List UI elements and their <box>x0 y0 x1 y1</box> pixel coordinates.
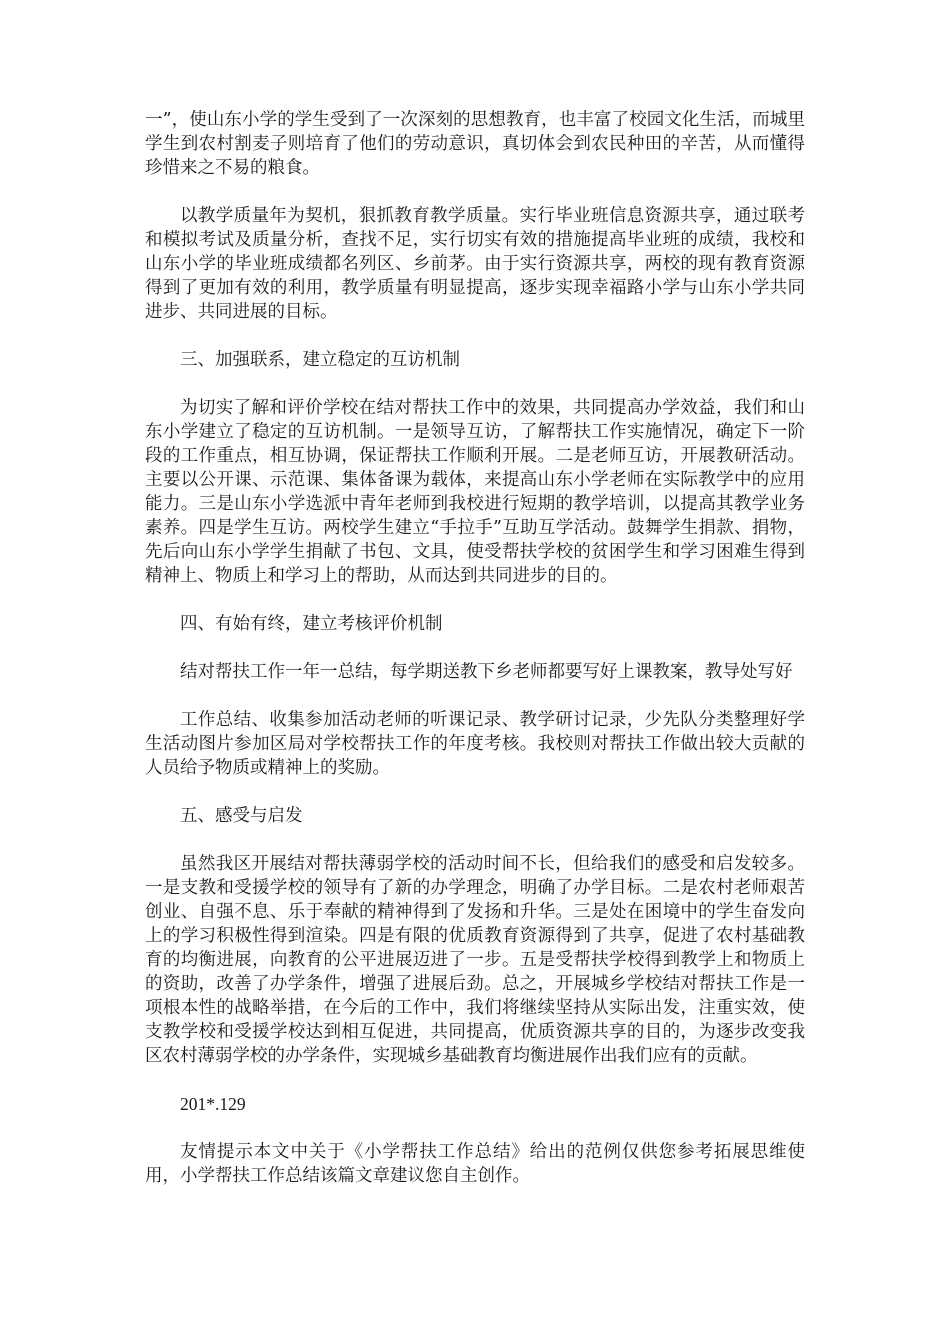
section-heading-3: 三、加强联系，建立稳定的互访机制 <box>180 350 460 370</box>
document-date: 201*.129 <box>180 1094 246 1114</box>
section-heading-4: 四、有始有终，建立考核评价机制 <box>180 614 443 634</box>
document-page <box>145 108 805 1212</box>
paragraph-disclaimer: 友情提示本文中关于《小学帮扶工作总结》给出的范例仅供您参考拓展思维使用，小学帮扶工作总结该篇文章建议您自主创作。 <box>145 1142 805 1186</box>
paragraph-annual-summary: 结对帮扶工作一年一总结，每学期送教下乡老师都要写好上课教案，教导处写好 <box>180 662 793 682</box>
paragraph-continuation: 一”，使山东小学的学生受到了一次深刻的思想教育，也丰富了校园文化生活，而城里学生到农村割麦子则培育了他们的劳动意识，真切体会到农民种田的辛苦，从而懂得珍惜来之不易的粮食。 <box>145 110 805 178</box>
section-heading-5: 五、感受与启发 <box>180 806 303 826</box>
paragraph-teaching-quality: 以教学质量年为契机，狠抓教育教学质量。实行毕业班信息资源共享，通过联考和模拟考试及质量分析，查找不足，实行切实有效的措施提高毕业班的成绩，我校和山东小学的毕业班成绩都名列区、乡前茅。由于实行资源共享，两校的现有教育资源得到了更加有效的利用，教学质量有明显提高，逐步实现幸福路小学与山东小学共同进步、共同进展的目标。 <box>145 206 805 322</box>
paragraph-work-summary: 工作总结、收集参加活动老师的听课记录、教学研讨记录，少先队分类整理好学生活动图片参加区局对学校帮扶工作的年度考核。我校则对帮扶工作做出较大贡献的人员给予物质或精神上的奖励。 <box>145 710 805 778</box>
paragraph-reflections: 虽然我区开展结对帮扶薄弱学校的活动时间不长，但给我们的感受和启发较多。一是支教和受援学校的领导有了新的办学理念，明确了办学目标。二是农村老师艰苦创业、自强不息、乐于奉献的精神得到了发扬和升华。三是处在困境中的学生奋发向上的学习积极性得到渲染。四是有限的优质教育资源得到了共享，促进了农村基础教育的均衡进展，向教育的公平进展迈进了一步。五是受帮扶学校得到教学上和物质上的资助，改善了办学条件，增强了进展后劲。总之，开展城乡学校结对帮扶工作是一项根本性的战略举措，在今后的工作中，我们将继续坚持从实际出发，注重实效，使支教学校和受援学校达到相互促进，共同提高，优质资源共享的目的，为逐步改变我区农村薄弱学校的办学条件，实现城乡基础教育均衡进展作出我们应有的贡献。 <box>145 854 805 1066</box>
paragraph-mutual-visits: 为切实了解和评价学校在结对帮扶工作中的效果，共同提高办学效益，我们和山东小学建立了稳定的互访机制。一是领导互访，了解帮扶工作实施情况，确定下一阶段的工作重点，相互协调，保证帮扶工作顺利开展。二是老师互访，开展教研活动。主要以公开课、示范课、集体备课为载体，来提高山东小学老师在实际教学中的应用能力。三是山东小学选派中青年老师到我校进行短期的教学培训，以提高其教学业务素养。四是学生互访。两校学生建立“手拉手”互助互学活动。鼓舞学生捐款、捐物，先后向山东小学学生捐献了书包、文具，使受帮扶学校的贫困学生和学习困难生得到精神上、物质上和学习上的帮助，从而达到共同进步的目的。 <box>145 398 805 586</box>
